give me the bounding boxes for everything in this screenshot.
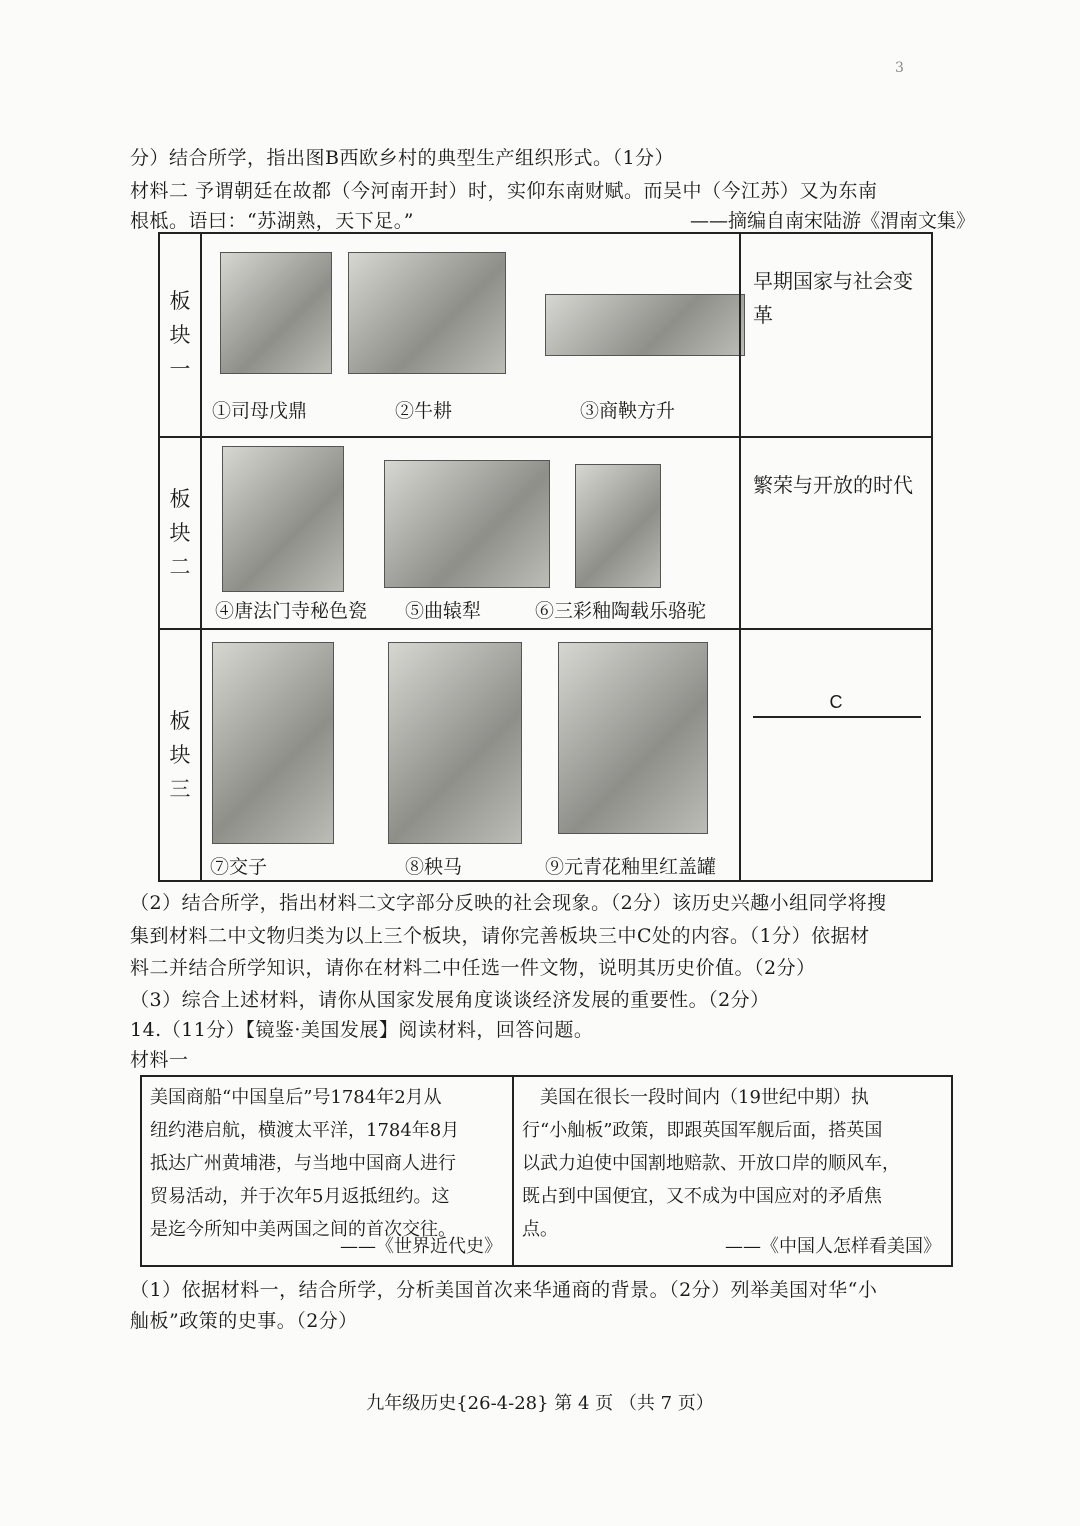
material1-left-source: ——《世界近代史》	[340, 1236, 502, 1257]
ox-plowing-image	[348, 252, 506, 374]
board-label-char: 板	[169, 709, 191, 733]
blank-c-line[interactable]	[753, 716, 921, 718]
item-caption: ⑨元青花釉里红盖罐	[545, 856, 717, 878]
board-label-2	[160, 438, 202, 628]
material1-left-line: 是迄今所知中美两国之间的首次交往。	[150, 1219, 456, 1240]
item-caption: ③商鞅方升	[580, 400, 676, 422]
item-caption: ①司母戊鼎	[212, 400, 308, 422]
board-theme-1: 早期国家与社会变革	[739, 234, 931, 436]
material1-left-cell	[142, 1077, 514, 1265]
board-row-2	[160, 436, 931, 628]
material1-right-line: 点。	[522, 1219, 558, 1240]
board-label-char: 板	[169, 487, 191, 511]
seedling-horse-image	[388, 642, 522, 844]
q14-sub-line-2: 舢板”政策的史事。（2分）	[130, 1310, 358, 1332]
material1-right-cell	[514, 1077, 951, 1265]
q2-line-3: 料二并结合所学知识，请你在材料二中任选一件文物，说明其历史价值。（2分）	[130, 957, 816, 979]
board-label-char: 块	[169, 521, 191, 545]
material1-left-line: 抵达广州黄埔港，与当地中国商人进行	[150, 1153, 456, 1174]
board-theme-3-cell	[739, 630, 931, 880]
material1-right-line: 行“小舢板”政策，即跟英国军舰后面，搭英国	[522, 1120, 883, 1141]
item-caption: ⑤曲辕犁	[405, 600, 482, 622]
item-caption: ②牛耕	[395, 400, 453, 422]
board-label-char: 板	[169, 289, 191, 313]
corner-mark: 3	[895, 60, 904, 76]
item-caption: ⑥三彩釉陶载乐骆驼	[535, 600, 707, 622]
page-footer: 九年级历史{26-4-28} 第 4 页 （共 7 页）	[366, 1393, 714, 1414]
board-row-1	[160, 234, 931, 436]
ding-vessel-image	[220, 252, 332, 374]
tricolor-camel-image	[575, 464, 661, 588]
shang-yang-measure-image	[545, 294, 745, 356]
item-caption: ⑦交子	[210, 856, 268, 878]
item-caption: ⑧秧马	[405, 856, 463, 878]
blank-c-label: C	[829, 692, 843, 712]
q2-line-1: （2）结合所学，指出材料二文字部分反映的社会现象。（2分）该历史兴趣小组同学将搜	[130, 892, 887, 914]
jiaozi-banknote-image	[212, 642, 334, 844]
material1-right-source: ——《中国人怎样看美国》	[725, 1236, 941, 1257]
material1-left-line: 纽约港启航，横渡太平洋，1784年8月	[150, 1120, 460, 1141]
curved-plow-image	[384, 460, 550, 588]
material1-left-line: 贸易活动，并于次年5月返抵纽约。这	[150, 1186, 450, 1207]
celadon-vase-image	[222, 446, 344, 592]
material1-table	[140, 1075, 953, 1267]
q14-title: 14.（11分）【镜鉴·美国发展】阅读材料，回答问题。	[130, 1019, 594, 1041]
boards-table	[158, 232, 933, 882]
yuan-porcelain-jar-image	[558, 642, 708, 834]
board-label-char: 一	[169, 357, 191, 381]
board-row-3	[160, 628, 931, 880]
board-label-char: 二	[169, 555, 191, 579]
board-label-char: 块	[169, 323, 191, 347]
material1-right-line: 以武力迫使中国割地赔款、开放口岸的顺风车，	[522, 1153, 900, 1174]
board-label-3	[160, 630, 202, 880]
board-theme-2: 繁荣与开放的时代	[739, 438, 931, 628]
material1-left-line: 美国商船“中国皇后”号1784年2月从	[150, 1087, 442, 1108]
q14-sub-line-1: （1）依据材料一，结合所学，分析美国首次来华通商的背景。（2分）列举美国对华“小	[130, 1279, 878, 1301]
intro-line-2: 材料二 予谓朝廷在故都（今河南开封）时，实仰东南财赋。而吴中（今江苏）又为东南	[130, 180, 878, 202]
intro-line-1: 分）结合所学，指出图B西欧乡村的典型生产组织形式。（1分）	[130, 147, 675, 169]
board-label-char: 块	[169, 743, 191, 767]
q2-line-2: 集到材料二中文物归类为以上三个板块，请你完善板块三中C处的内容。（1分）依据材	[130, 925, 870, 947]
q3-line: （3）综合上述材料，请你从国家发展角度谈谈经济发展的重要性。（2分）	[130, 989, 770, 1011]
intro-line-3: 根柢。语曰：“苏湖熟，天下足。”	[130, 210, 414, 232]
board-label-1	[160, 234, 202, 436]
material1-right-line: 美国在很长一段时间内（19世纪中期）执	[522, 1087, 869, 1108]
item-caption: ④唐法门寺秘色瓷	[215, 600, 368, 622]
intro-source: ——摘编自南宋陆游《渭南文集》	[690, 210, 976, 232]
material1-label: 材料一	[130, 1049, 189, 1071]
board-label-char: 三	[169, 777, 191, 801]
material1-right-line: 既占到中国便宜，又不成为中国应对的矛盾焦	[522, 1186, 882, 1207]
